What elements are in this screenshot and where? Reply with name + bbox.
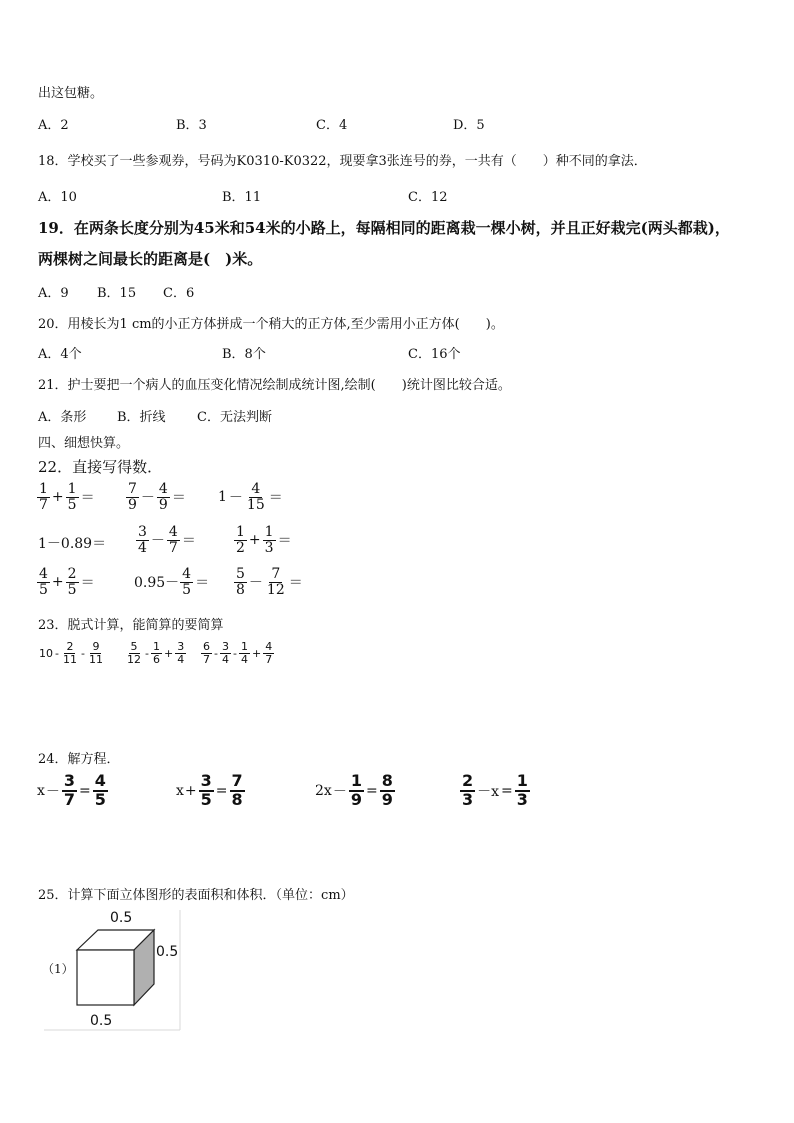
q17-tail: 出这包糖。 (38, 86, 104, 101)
q24-eq-2: x + $\frac{3}{5}$ = $\frac{7}{8}$ (176, 771, 243, 809)
q22-expr-8: 0.95－ $\frac{4}{5}$ ＝ (134, 566, 210, 598)
q22-expr-9: $\frac{5}{8}$ － $\frac{7}{12}$ ＝ (236, 566, 303, 598)
q24-eq-1: x － $\frac{3}{7}$ = $\frac{4}{5}$ (37, 771, 106, 809)
q22-expr-6: $\frac{1}{2}$ + $\frac{1}{3}$ ＝ (236, 524, 292, 556)
fraction: $\frac{3}{4}$ (177, 640, 185, 666)
q19-option-b: B．15 (97, 286, 137, 301)
cube-dim-right: 0.5 (156, 944, 179, 960)
q18-option-c: C．12 (408, 190, 448, 205)
fraction: $\frac{3}{7}$ (63, 771, 76, 809)
q22-title: 22．直接写得数． (38, 458, 163, 476)
fraction: $\frac{7}{9}$ (128, 481, 137, 513)
q19-line1: 19．在两条长度分别为45米和54米的小路上，每隔相同的距离栽一棵小树，并且正好栽完(两头都栽)， (38, 219, 730, 237)
cube-dim-bottom: 0.5 (90, 1013, 113, 1029)
q19-option-c: C．6 (163, 286, 195, 301)
fraction: $\frac{2}{11}$ (62, 640, 77, 666)
q20-option-a: A．4个 (38, 347, 82, 362)
fraction: $\frac{4}{9}$ (158, 481, 168, 513)
q17-option-c: C．4 (316, 118, 348, 133)
fraction: $\frac{5}{8}$ (236, 566, 245, 598)
q18-text: 18．学校买了一些参观券，号码为K0310-K0322，现要拿3张连号的券，一共有（ ）种不同的拿法． (38, 154, 647, 169)
cube-figure (42, 908, 182, 1032)
q22-expr-7: $\frac{4}{5}$ + $\frac{2}{5}$ ＝ (39, 566, 95, 598)
fraction: $\frac{1}{4}$ (240, 640, 248, 666)
fraction: $\frac{1}{7}$ (39, 481, 48, 513)
section-4-title: 四、细想快算。 (38, 436, 130, 451)
fraction: $\frac{1}{9}$ (350, 771, 362, 809)
q22-expr-3: 1 － $\frac{4}{15}$ ＝ (218, 481, 283, 513)
q20-text: 20．用棱长为1 cm的小正方体拼成一个稍大的正方体,至少需用小正方体( )。 (38, 317, 504, 332)
fraction: $\frac{3}{5}$ (200, 771, 212, 809)
q25-title: 25．计算下面立体图形的表面积和体积．（单位：cm） (38, 888, 354, 903)
fraction: $\frac{3}{4}$ (221, 640, 229, 666)
q22-expr-4: 1－0.89＝ (38, 536, 107, 552)
q23-expr-2: $\frac{5}{12}$ - $\frac{1}{6}$ + $\frac{3}{4}$ (127, 640, 185, 666)
fraction: $\frac{3}{4}$ (138, 524, 147, 556)
fraction: $\frac{1}{6}$ (152, 640, 160, 666)
fraction: $\frac{1}{5}$ (67, 481, 77, 513)
q23-expr-3: $\frac{6}{7}$ - $\frac{3}{4}$ - $\frac{1}{4}$ + $\frac{4}{7}$ (203, 640, 273, 666)
fraction: $\frac{5}{12}$ (127, 640, 141, 666)
fraction: $\frac{8}{9}$ (381, 771, 393, 809)
fraction: $\frac{1}{2}$ (236, 524, 245, 556)
fraction: $\frac{2}{3}$ (462, 771, 474, 809)
fraction: $\frac{4}{5}$ (182, 566, 192, 598)
fraction: $\frac{7}{8}$ (231, 771, 243, 809)
q24-eq-3: 2x － $\frac{1}{9}$ = $\frac{8}{9}$ (315, 771, 393, 809)
q24-title: 24．解方程． (38, 752, 120, 767)
fraction: $\frac{1}{3}$ (264, 524, 274, 556)
q19-line2: 两棵树之间最长的距离是( )米。 (38, 250, 263, 268)
q21-option-b: B．折线 (117, 410, 166, 425)
figure-label: （1） (42, 962, 74, 976)
fraction: $\frac{4}{5}$ (39, 566, 48, 598)
fraction: $\frac{2}{5}$ (67, 566, 77, 598)
q21-option-a: A．条形 (38, 410, 87, 425)
cube-dim-top: 0.5 (110, 910, 133, 926)
fraction: $\frac{9}{11}$ (88, 640, 103, 666)
q24-eq-4: $\frac{2}{3}$ －x = $\frac{1}{3}$ (462, 771, 528, 809)
q18-option-b: B．11 (222, 190, 262, 205)
q17-option-b: B．3 (176, 118, 207, 133)
q20-option-b: B．8个 (222, 347, 266, 362)
fraction: $\frac{4}{5}$ (94, 771, 106, 809)
fraction: $\frac{6}{7}$ (203, 640, 210, 666)
q18-option-a: A．10 (38, 190, 77, 205)
cube-front-face (77, 950, 134, 1005)
q21-option-c: C．无法判断 (197, 410, 272, 425)
q23-title: 23．脱式计算，能简算的要简算 (38, 618, 224, 633)
q21-text: 21．护士要把一个病人的血压变化情况绘制成统计图,绘制( )统计图比较合适。 (38, 378, 511, 393)
q22-expr-5: $\frac{3}{4}$ － $\frac{4}{7}$ ＝ (138, 524, 196, 556)
fraction: $\frac{4}{15}$ (246, 481, 265, 513)
fraction: $\frac{1}{3}$ (516, 771, 528, 809)
q22-expr-1: $\frac{1}{7}$ + $\frac{1}{5}$ ＝ (39, 481, 95, 513)
fraction: $\frac{4}{7}$ (168, 524, 178, 556)
q19-option-a: A．9 (38, 286, 69, 301)
fraction: $\frac{7}{12}$ (266, 566, 285, 598)
q23-expr-1: 10 - $\frac{2}{11}$ - $\frac{9}{11}$ (39, 640, 103, 666)
q17-option-a: A．2 (38, 118, 69, 133)
fraction: $\frac{4}{7}$ (265, 640, 273, 666)
q20-option-c: C．16个 (408, 347, 461, 362)
q22-expr-2: $\frac{7}{9}$ － $\frac{4}{9}$ ＝ (128, 481, 186, 513)
q17-option-d: D．5 (453, 118, 485, 133)
